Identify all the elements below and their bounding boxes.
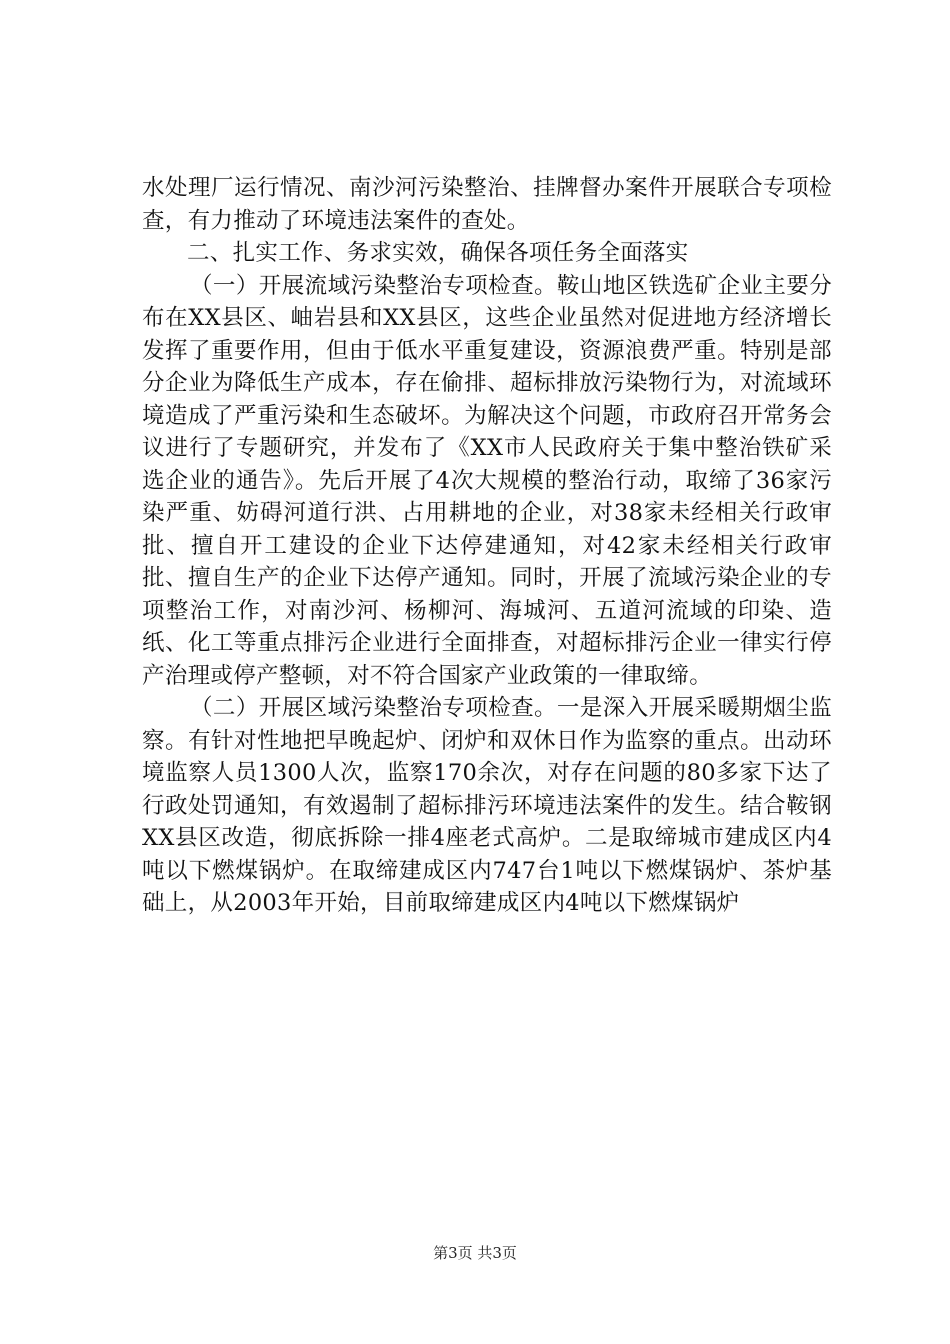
paragraph-continuation: 水处理厂运行情况、南沙河污染整治、挂牌督办案件开展联合专项检查，有力推动了环境违法案件的查处。 [142,175,832,234]
page-footer: 第3页 共3页 [433,1244,517,1262]
section-heading: 二、扎实工作、务求实效，确保各项任务全面落实 [187,240,689,266]
document-body [142,172,832,920]
paragraph-basin-inspection: （一）开展流域污染整治专项检查。鞍山地区铁选矿企业主要分布在XX县区、岫岩县和XX县区，这些企业虽然对促进地方经济增长发挥了重要作用，但由于低水平重复建设，资源浪费严重。特别是部分企业为降低生产成本，存在偷排、超标排放污染物行为，对流域环境造成了严重污染和生态破坏。为解决这个问题，市政府召开常务会议进行了专题研究，并发布了《XX市人民政府关于集中整治铁矿采选企业的通告》。先后开展了4次大规模的整治行动，取缔了36家污染严重、妨碍河道行洪、占用耕地的企业，对38家未经相关行政审批、擅自开工建设的企业下达停建通知，对42家未经相关行政审批、擅自生产的企业下达停产通知。同时，开展了流域污染企业的专项整治工作，对南沙河、杨柳河、海城河、五道河流域的印染、造纸、化工等重点排污企业进行全面排查，对超标排污企业一律实行停产治理或停产整顿，对不符合国家产业政策的一律取缔。 [142,272,832,689]
paragraph-regional-inspection: （二）开展区域污染整治专项检查。一是深入开展采暖期烟尘监察。有针对性地把早晚起炉、闭炉和双休日作为监察的重点。出动环境监察人员1300人次，监察170余次，对存在问题的80多家下达了行政处罚通知，有效遏制了超标排污环境违法案件的发生。结合鞍钢XX县区改造，彻底拆除一排4座老式高炉。二是取缔城市建成区内4吨以下燃煤锅炉。在取缔建成区内747台1吨以下燃煤锅炉、茶炉基础上，从2003年开始，目前取缔建成区内4吨以下燃煤锅炉 [142,695,832,916]
